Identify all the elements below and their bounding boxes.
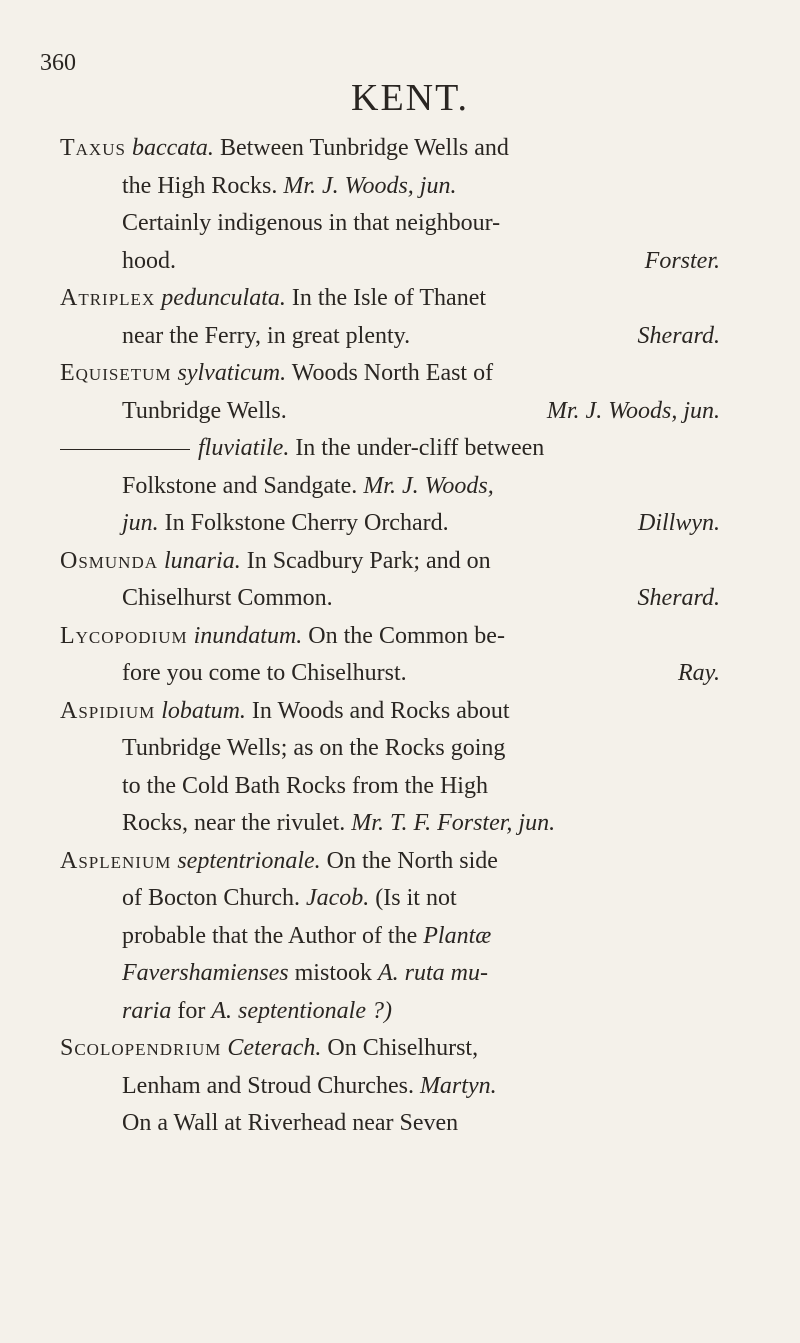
line-text: (Is it not xyxy=(369,885,457,911)
text-line xyxy=(60,730,720,768)
line-text: On the Common be- xyxy=(308,622,505,649)
species-name: inundatum. xyxy=(193,622,303,649)
line-text: Chiselhurst Common. xyxy=(122,585,333,611)
genus-name: Scolopendrium xyxy=(60,1035,222,1061)
species-name: lobatum. xyxy=(161,697,246,724)
line-text: On Chiselhurst, xyxy=(327,1035,479,1061)
citation: Sherard. xyxy=(637,322,720,349)
herbarium-entry xyxy=(60,843,720,1031)
text-line xyxy=(60,243,720,281)
text-line xyxy=(60,655,720,693)
citation: Sherard. xyxy=(637,585,720,611)
line-text: to the Cold Bath Rocks from the High xyxy=(122,772,488,799)
genus-name: Osmunda xyxy=(60,547,159,574)
species-name: fluviatile. xyxy=(198,435,290,461)
running-head: KENT. xyxy=(351,77,469,119)
line-text: mistook xyxy=(288,960,378,986)
text-line xyxy=(60,355,720,393)
text-line xyxy=(60,205,720,243)
line-text: Between Tunbridge Wells and xyxy=(219,135,509,161)
text-line xyxy=(60,693,720,731)
herbarium-entry xyxy=(60,693,720,843)
line-text: for xyxy=(171,997,212,1024)
authority-name: Mr. J. Woods, jun. xyxy=(283,172,457,199)
line-text: In Woods and Rocks about xyxy=(251,697,510,724)
text-line xyxy=(60,918,720,956)
line-text: Rocks, near the rivulet. xyxy=(122,810,352,836)
genus-name: Aspidium xyxy=(60,697,156,724)
authority-name: Favershamienses xyxy=(122,960,289,986)
authority-name: raria xyxy=(122,997,172,1024)
authority-name: Plantæ xyxy=(423,922,492,949)
ditto-rule xyxy=(60,449,190,450)
text-line xyxy=(60,1105,720,1143)
authority-name: Mr. T. F. Forster, jun. xyxy=(351,810,556,836)
genus-name: Asplenium xyxy=(60,847,172,874)
text-line xyxy=(60,1068,720,1106)
line-text: of Bocton Church. xyxy=(122,885,306,911)
authority-name: Martyn. xyxy=(419,1072,497,1099)
text-line xyxy=(60,955,720,993)
authority-name: A. ruta mu- xyxy=(377,960,488,986)
species-name: Ceterach. xyxy=(227,1035,322,1061)
text-line xyxy=(60,880,720,918)
text-line xyxy=(60,805,720,843)
line-text: fore you come to Chiselhurst. xyxy=(122,660,407,686)
text-line xyxy=(60,280,720,318)
text-line xyxy=(60,318,720,356)
citation: Dillwyn. xyxy=(638,510,720,536)
line-text: In the Isle of Thanet xyxy=(291,285,487,311)
page-number: 360 xyxy=(40,50,76,76)
genus-name: Equisetum xyxy=(60,360,172,386)
page-body-text xyxy=(60,130,720,1143)
genus-name: Lycopodium xyxy=(60,622,188,649)
citation: Forster. xyxy=(644,247,720,274)
herbarium-entry xyxy=(60,1030,720,1143)
text-line xyxy=(60,430,720,468)
line-text: In Folkstone Cherry Orchard. xyxy=(158,510,449,536)
text-line xyxy=(60,168,720,206)
text-line xyxy=(60,768,720,806)
herbarium-entry xyxy=(60,355,720,430)
text-line xyxy=(60,993,720,1031)
herbarium-entry xyxy=(60,280,720,355)
herbarium-entry xyxy=(60,430,720,543)
herbarium-entry xyxy=(60,130,720,280)
line-text: On the North side xyxy=(326,847,498,874)
line-text: Tunbridge Wells; as on the Rocks going xyxy=(122,735,506,761)
line-text: In Scadbury Park; and on xyxy=(246,547,491,574)
text-line xyxy=(60,505,720,543)
text-line xyxy=(60,843,720,881)
species-name: septentrionale. xyxy=(177,847,321,874)
text-line xyxy=(60,130,720,168)
text-line xyxy=(60,468,720,506)
genus-name: Atriplex xyxy=(60,285,156,311)
line-text: On a Wall at Riverhead near Seven xyxy=(122,1110,459,1136)
herbarium-entry xyxy=(60,543,720,618)
herbarium-entry xyxy=(60,618,720,693)
species-name: baccata. xyxy=(131,135,214,161)
authority-name: A. septentionale ?) xyxy=(211,997,392,1024)
line-text: near the Ferry, in great plenty. xyxy=(122,322,411,349)
genus-name: Taxus xyxy=(60,135,126,161)
line-text: Certainly indigenous in that neighbour- xyxy=(122,210,501,236)
text-line xyxy=(60,1030,720,1068)
authority-name: jun. xyxy=(122,510,159,536)
line-text: Folkstone and Sandgate. xyxy=(122,472,364,499)
text-line xyxy=(60,580,720,618)
line-text: Tunbridge Wells. xyxy=(122,397,287,424)
line-text: hood. xyxy=(122,247,176,274)
species-name: pedunculata. xyxy=(161,285,286,311)
line-text: probable that the Author of the xyxy=(122,922,424,949)
authority-name: Jacob. xyxy=(305,885,370,911)
line-text: Woods North East of xyxy=(291,360,494,386)
line-text: Lenham and Stroud Churches. xyxy=(122,1072,420,1099)
text-line xyxy=(60,543,720,581)
citation: Mr. J. Woods, jun. xyxy=(546,397,720,424)
citation: Ray. xyxy=(678,660,720,686)
text-line xyxy=(60,393,720,431)
authority-name: Mr. J. Woods, xyxy=(363,472,494,499)
line-text: In the under-cliff between xyxy=(295,435,545,461)
text-line xyxy=(60,618,720,656)
species-name: lunaria. xyxy=(164,547,241,574)
line-text: the High Rocks. xyxy=(122,172,284,199)
species-name: sylvaticum. xyxy=(177,360,287,386)
